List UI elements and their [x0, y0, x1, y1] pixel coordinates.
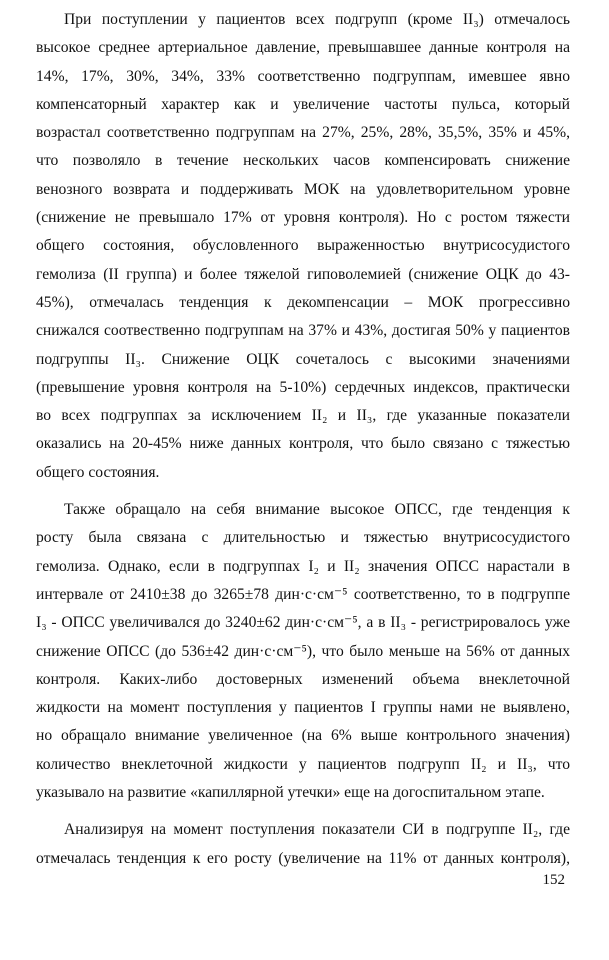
text-line: I₃ - ОПСС увеличивался до 3240±62 дин·с·см⁻⁵, а в II₃ - регистрировалось уже: [36, 614, 570, 632]
text-line: компенсаторный характер как и увеличение частоты пульса, который: [36, 95, 570, 113]
text-line: жидкости на момент поступления у пациентов I группы нами не выявлено,: [36, 699, 570, 717]
text-line: снижение ОПСС (до 536±42 дин·с·см⁻⁵), что было меньше на 56% от данных: [36, 642, 570, 660]
text-line: во всех подгруппах за исключением II₂ и II₃, где указанные показатели: [36, 407, 570, 425]
text-line: общего состояния.: [36, 463, 160, 481]
text-line: что позволяло в течение нескольких часов компенсировать снижение: [36, 152, 570, 170]
body-text: [36, 6, 570, 873]
text-line: высокое среднее артериальное давление, превышавшее данные контроля на: [36, 39, 570, 57]
text-line: росту была связана с длительностью и тяжестью внутрисосудистого: [36, 529, 570, 547]
text-line: 45%), отмечалась тенденция к декомпенсации – МОК прогрессивно: [36, 293, 570, 311]
text-line: Анализируя на момент поступления показатели СИ в подгруппе II₂, где: [64, 821, 570, 839]
text-line: Также обращало на себя внимание высокое ОПСС, где тенденция к: [64, 501, 570, 519]
paragraph-2: [36, 496, 570, 807]
text-line: интервале от 2410±38 до 3265±78 дин·с·см⁻⁵ соответственно, то в подгруппе: [36, 585, 570, 603]
text-line: указывало на развитие «капиллярной утечки» еще на догоспитальном этапе.: [36, 784, 545, 802]
text-line: (превышение уровня контроля на 5-10%) сердечных индексов, практически: [36, 378, 570, 396]
text-line: венозного возврата и поддерживать МОК на удовлетворительном уровне: [36, 180, 570, 198]
text-line: снижался соотвественно подгруппам на 37% и 43%, достигая 50% у пациентов: [36, 322, 570, 340]
page-number: 152: [542, 872, 565, 888]
text-line: но обращало внимание увеличенное (на 6% выше контрольного значения): [36, 727, 570, 745]
text-line: возрастал соответственно подгруппам на 27%, 25%, 28%, 35,5%, 35% и 45%,: [36, 124, 570, 142]
text-line: общего состояния, обусловленного выраженностью внутрисосудистого: [36, 237, 570, 255]
text-line: количество внеклеточной жидкости у пациентов подгрупп II₂ и II₃, что: [36, 755, 570, 773]
text-line: (снижение не превышало 17% от уровня контроля). Но с ростом тяжести: [36, 209, 570, 227]
text-line: оказались на 20-45% ниже данных контроля, что было связано с тяжестью: [36, 435, 570, 453]
text-line: 14%, 17%, 30%, 34%, 33% соответственно подгруппам, имевшее явно: [36, 67, 570, 85]
paragraph-3: [36, 816, 570, 873]
text-line: гемолиза (II группа) и более тяжелой гиповолемией (снижение ОЦК до 43-: [36, 265, 570, 283]
text-line: гемолиза. Однако, если в подгруппах I₂ и II₂ значения ОПСС нарастали в: [36, 557, 570, 575]
paragraph-1: [36, 6, 570, 487]
text-line: При поступлении у пациентов всех подгрупп (кроме II₃) отмечалось: [64, 11, 570, 28]
text-line: контроля. Каких-либо достоверных изменений объема внеклеточной: [36, 670, 570, 688]
text-line: подгруппы II₃. Снижение ОЦК сочеталось с высокими значениями: [36, 350, 570, 368]
text-line: отмечалась тенденция к его росту (увеличение на 11% от данных контроля),: [36, 849, 570, 867]
